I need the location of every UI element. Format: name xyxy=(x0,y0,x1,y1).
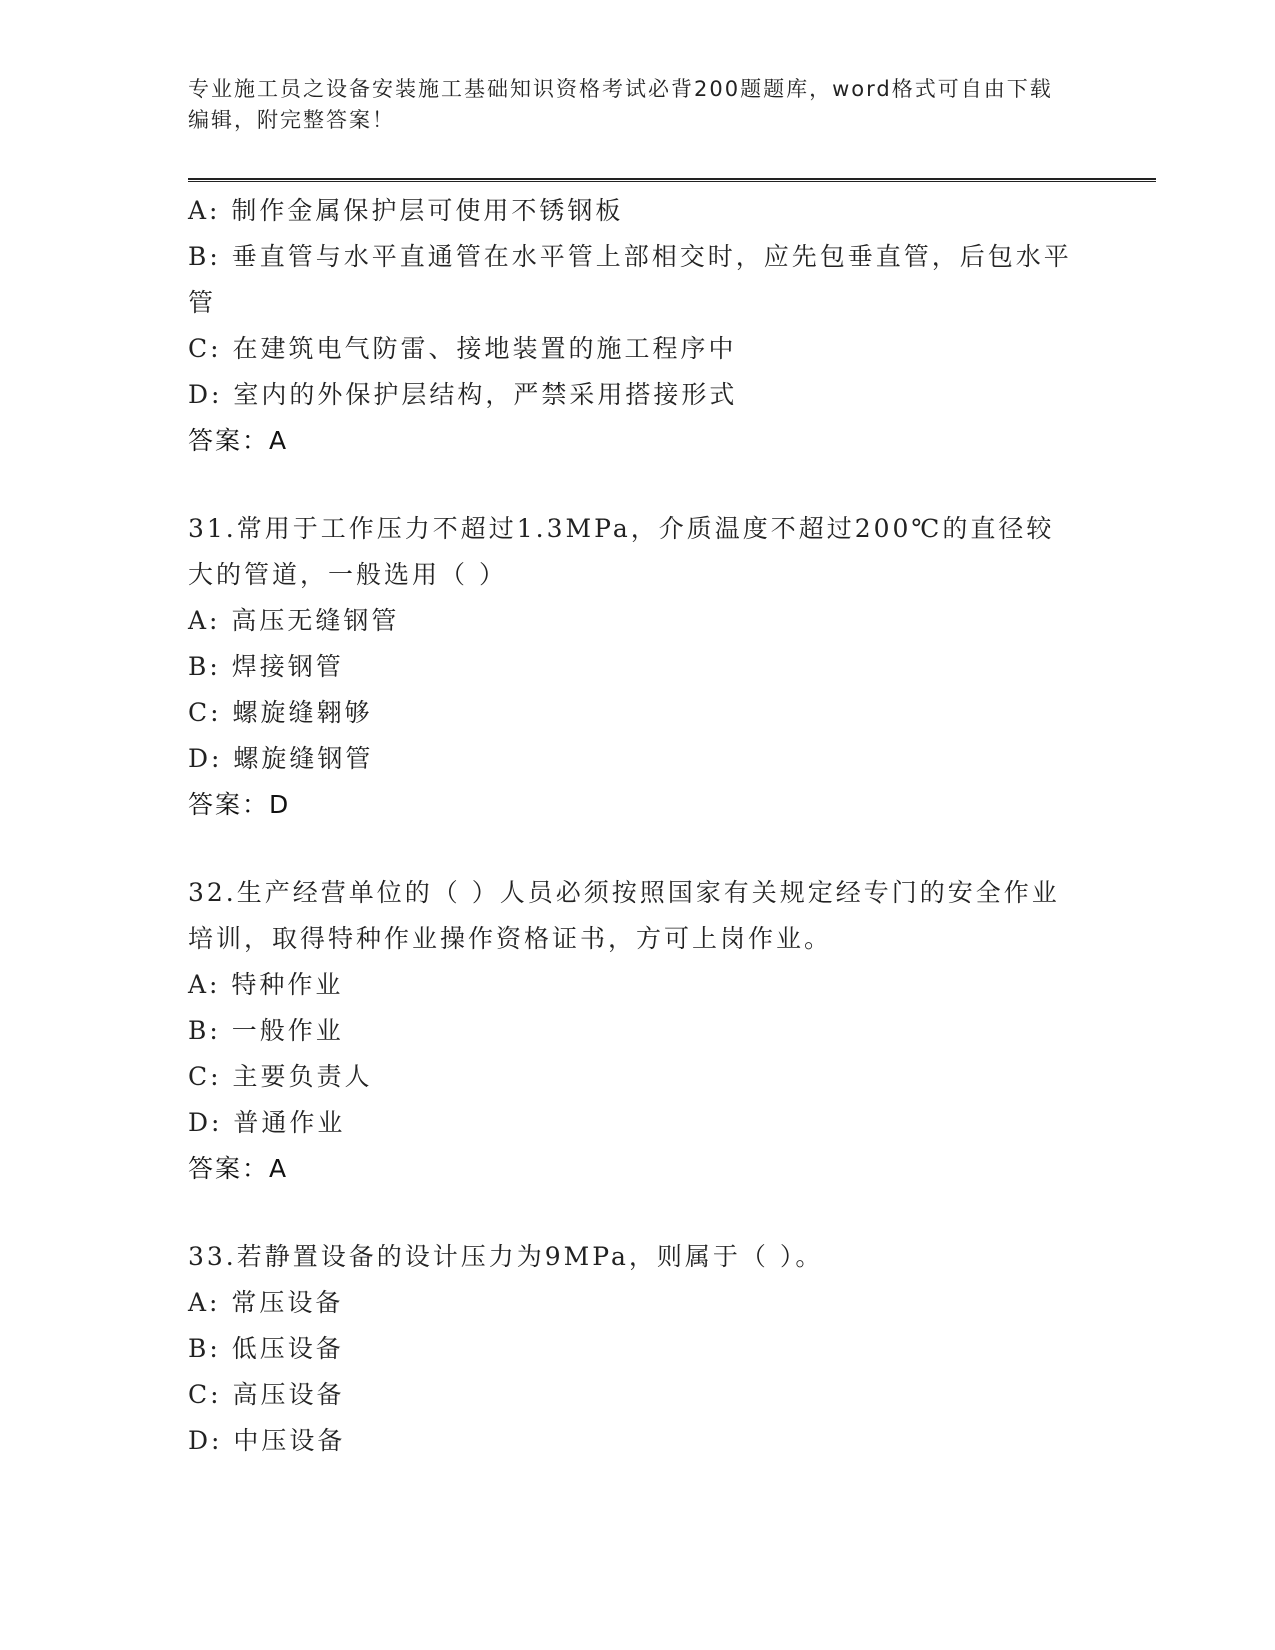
option-a: A: 常压设备 xyxy=(188,1288,344,1317)
option-d: D: 中压设备 xyxy=(188,1426,346,1455)
option-a: A: 高压无缝钢管 xyxy=(188,606,400,635)
option-b: B: 垂直管与水平直通管在水平管上部相交时，应先包垂直管，后包水平管 xyxy=(188,242,1072,317)
question-block-33 xyxy=(188,1234,1078,1464)
question-block-31 xyxy=(188,506,1078,828)
option-a: A: 特种作业 xyxy=(188,970,344,999)
option-c: C: 螺旋缝翱够 xyxy=(188,698,373,727)
option-c: C: 高压设备 xyxy=(188,1380,345,1409)
answer-label: 答案：A xyxy=(188,1154,289,1183)
question-stem: 33.若静置设备的设计压力为9MPa，则属于（ ）。 xyxy=(188,1242,824,1271)
option-b: B: 低压设备 xyxy=(188,1334,344,1363)
answer-label: 答案：D xyxy=(188,790,291,819)
question-block-32 xyxy=(188,870,1078,1192)
option-b: B: 一般作业 xyxy=(188,1016,344,1045)
option-a: A: 制作金属保护层可使用不锈钢板 xyxy=(188,196,624,225)
option-c: C: 主要负责人 xyxy=(188,1062,373,1091)
header-divider xyxy=(188,178,1156,182)
question-stem: 32.生产经营单位的（ ）人员必须按照国家有关规定经专门的安全作业培训，取得特种作业操作资格证书，方可上岗作业。 xyxy=(188,878,1060,953)
document-header-title: 专业施工员之设备安装施工基础知识资格考试必背200题题库，word格式可自由下载编辑，附完整答案！ xyxy=(188,77,1053,132)
question-block-30 xyxy=(188,188,1078,464)
option-c: C: 在建筑电气防雷、接地装置的施工程序中 xyxy=(188,334,737,363)
question-content xyxy=(188,188,1078,1464)
question-stem: 31.常用于工作压力不超过1.3MPa，介质温度不超过200℃的直径较大的管道，一般选用（ ） xyxy=(188,514,1055,589)
answer-label: 答案：A xyxy=(188,426,289,455)
option-b: B: 焊接钢管 xyxy=(188,652,344,681)
option-d: D: 室内的外保护层结构，严禁采用搭接形式 xyxy=(188,380,738,409)
option-d: D: 螺旋缝钢管 xyxy=(188,744,374,773)
option-d: D: 普通作业 xyxy=(188,1108,346,1137)
